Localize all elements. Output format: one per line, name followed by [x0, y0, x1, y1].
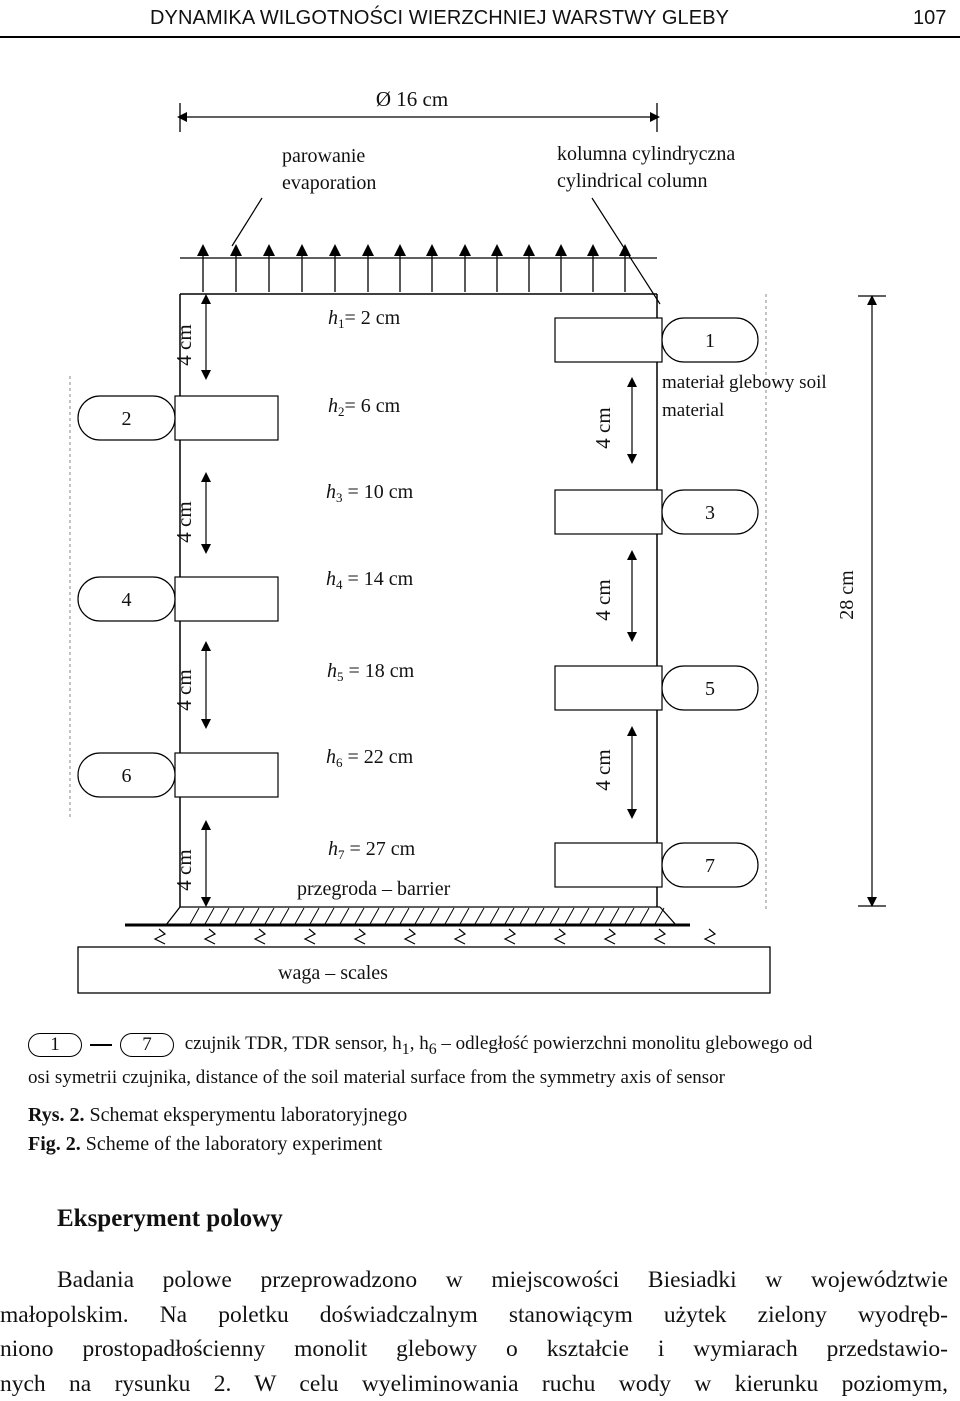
sensor-rod	[555, 843, 662, 887]
body-line: niono prostopadłościenny monolit glebowy o kształcie i wymiarach przedstawio-	[0, 1332, 948, 1367]
sensor-rod	[555, 490, 662, 534]
body-line: Badania polowe przeprowadzono w miejscowości Biesiadki w województwie	[0, 1263, 948, 1298]
evaporation-arrow	[426, 244, 438, 292]
soil-material-line2: material	[662, 400, 724, 421]
evaporation-arrow	[197, 244, 209, 292]
spacing-label: 4 cm	[172, 324, 196, 365]
sensor-rod	[555, 318, 662, 362]
legend-text-1: czujnik TDR, TDR sensor, h	[185, 1033, 402, 1054]
sensor-depth-label: $h_7 = 27$ cm	[328, 838, 416, 862]
evaporation-arrow	[619, 244, 631, 292]
sensor-number: 7	[705, 855, 715, 877]
sensor-depth-label: $h_3 = 10$ cm	[326, 481, 414, 505]
column-label-en: cylindrical column	[557, 170, 708, 192]
evaporation-arrow	[230, 244, 242, 292]
evaporation-arrow	[459, 244, 471, 292]
legend-line-2: osi symetrii czujnika, distance of the soil material surface from the symmetry axis of sensor	[28, 1064, 943, 1092]
evaporation-arrow	[491, 244, 503, 292]
sensor-depth-label: $h_6 = 22$ cm	[326, 746, 414, 770]
sensor-depth-label: $h_1= 2$ cm	[328, 307, 401, 331]
sensor-rod	[175, 396, 278, 440]
spring	[605, 929, 615, 944]
evaporation-arrow	[394, 244, 406, 292]
barrier-label: przegroda – barrier	[297, 878, 451, 900]
evaporation-arrows	[180, 244, 657, 292]
caption-en-text: Scheme of the laboratory experiment	[81, 1133, 383, 1155]
spring	[705, 929, 715, 944]
evaporation-arrow	[296, 244, 308, 292]
sensor-number: 2	[122, 408, 132, 430]
height-label: 28 cm	[836, 570, 858, 620]
legend-text-2: – odległość powierzchni monolitu glebowego od	[437, 1033, 813, 1054]
spacing-dimension	[172, 646, 206, 724]
spacing-label: 4 cm	[591, 749, 615, 790]
running-title: DYNAMIKA WILGOTNOŚCI WIERZCHNIEJ WARSTWY GLEBY	[150, 7, 729, 30]
spring	[555, 929, 565, 944]
sensor-6	[78, 746, 414, 797]
spacing-label: 4 cm	[172, 669, 196, 710]
legend-line-1	[28, 1030, 943, 1064]
sensor-depth-label: $h_2= 6$ cm	[328, 395, 401, 419]
spring	[155, 929, 165, 944]
spacing-label: 4 cm	[172, 849, 196, 890]
header-rule	[0, 36, 960, 38]
evaporation-label-en: evaporation	[282, 172, 376, 194]
running-header	[0, 0, 960, 36]
column-label-pl: kolumna cylindryczna	[557, 143, 735, 165]
spacing-dimension	[172, 477, 206, 549]
legend-sub-1: 1	[402, 1041, 410, 1058]
caption-en	[28, 1133, 928, 1156]
spacing-dimension	[591, 555, 632, 637]
spring	[405, 929, 415, 944]
caption-pl	[28, 1104, 928, 1127]
figure-legend	[28, 1030, 943, 1092]
spacing-dimension	[591, 382, 632, 459]
spring-supports	[155, 929, 715, 944]
scales-box	[78, 947, 770, 993]
sensor-number: 1	[705, 330, 715, 352]
sensor-number: 3	[705, 502, 715, 524]
scales-label: waga – scales	[278, 962, 388, 984]
sensor-2	[78, 395, 401, 440]
spacing-dimension	[172, 825, 206, 902]
body-line: małopolskim. Na poletku doświadczalnym stanowiącym użytek zielony wyodręb-	[0, 1298, 948, 1333]
evaporation-arrow	[587, 244, 599, 292]
legend-sensor-from: 1	[28, 1033, 82, 1057]
sensor-number: 4	[122, 589, 132, 611]
sensor-1	[328, 307, 758, 362]
spring	[255, 929, 265, 944]
sensor-number: 5	[705, 678, 715, 700]
legend-dash	[90, 1044, 112, 1046]
evaporation-arrow	[523, 244, 535, 292]
soil-material-line1: materiał glebowy soil	[662, 372, 827, 393]
caption-pl-label: Rys. 2.	[28, 1104, 85, 1126]
legend-sub-6: 6	[429, 1041, 437, 1058]
spring	[455, 929, 465, 944]
spacing-dimension	[591, 731, 632, 814]
legend-comma: , h	[410, 1033, 429, 1054]
sensor-depth-label: $h_5 = 18$ cm	[327, 660, 415, 684]
section-title: Eksperyment polowy	[57, 1205, 283, 1233]
evaporation-arrow	[362, 244, 374, 292]
height-dimension	[836, 296, 886, 906]
sensor-4	[78, 568, 414, 621]
spacing-label: 4 cm	[591, 407, 615, 448]
sensor-number: 6	[122, 765, 132, 787]
spring	[205, 929, 215, 944]
spacing-label: 4 cm	[172, 501, 196, 542]
spring	[655, 929, 665, 944]
sensor-depth-label: $h_4 = 14$ cm	[326, 568, 414, 592]
barrier-base	[125, 907, 690, 925]
sensor-5	[327, 660, 758, 710]
sensor-rod	[175, 753, 278, 797]
evaporation-arrow	[329, 244, 341, 292]
diameter-label: Ø 16 cm	[376, 87, 448, 111]
sensor-rod	[175, 577, 278, 621]
evaporation-leader-line	[232, 198, 262, 246]
caption-en-label: Fig. 2.	[28, 1133, 81, 1155]
spring	[505, 929, 515, 944]
sensor-rod	[555, 666, 662, 710]
caption-pl-text: Schemat eksperymentu laboratoryjnego	[85, 1104, 408, 1126]
body-line: nych na rysunku 2. W celu wyeliminowania ruchu wody w kierunku poziomym,	[0, 1367, 948, 1401]
legend-sensor-to: 7	[120, 1033, 174, 1057]
spacing-label: 4 cm	[591, 579, 615, 620]
evaporation-label-pl: parowanie	[282, 145, 365, 167]
spring	[305, 929, 315, 944]
sensor-3	[326, 481, 758, 534]
spring	[355, 929, 365, 944]
body-paragraph	[0, 1263, 948, 1401]
evaporation-arrow	[555, 244, 567, 292]
diameter-dimension	[180, 87, 657, 132]
spacing-dimension	[172, 299, 206, 375]
evaporation-arrow	[263, 244, 275, 292]
experiment-diagram	[0, 40, 960, 1000]
page-number: 107	[913, 7, 946, 30]
